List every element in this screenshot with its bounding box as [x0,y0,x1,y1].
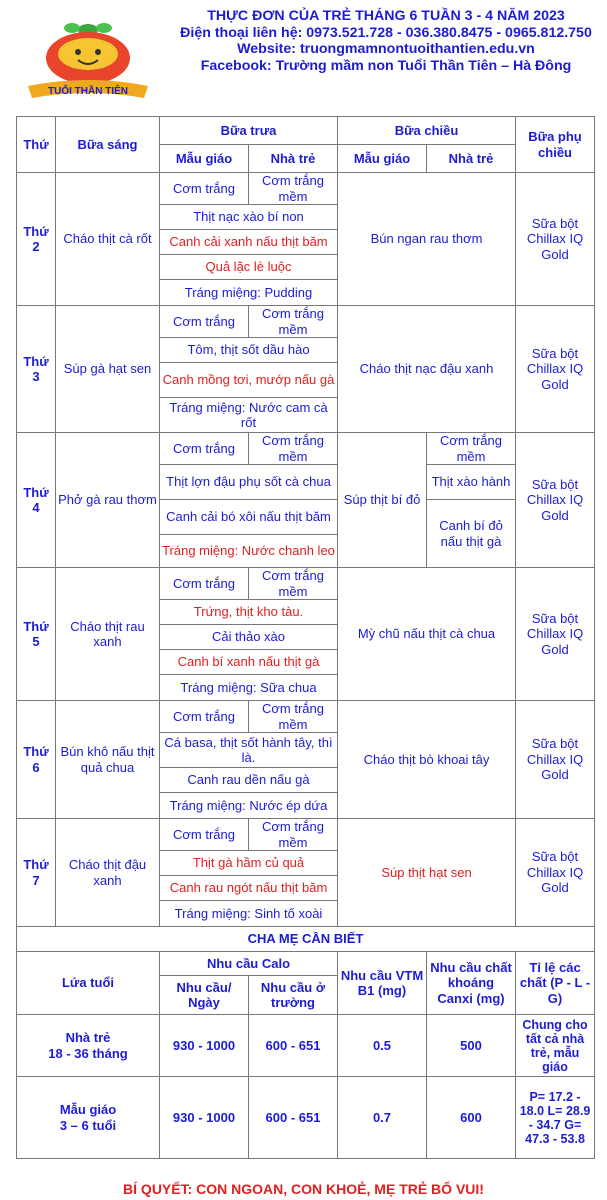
lunch-dish: Canh rau ngót nấu thịt băm [160,876,338,901]
col-lunch-mau-giao: Mẫu giáo [160,145,249,173]
dinner-nha-tre: Cơm trắng mềm [427,433,516,465]
lunch-nha-tre: Cơm trắng mềm [249,701,338,733]
website-link[interactable]: Website: truongmamnontuoithantien.edu.vn [237,41,535,58]
svg-text:TUỔI THẦN TIÊN: TUỔI THẦN TIÊN [48,86,128,97]
breakfast: Cháo thịt đậu xanh [56,819,160,927]
lunch-nha-tre: Cơm trắng mềm [249,306,338,338]
afternoon-snack: Sữa bột Chillax IQ Gold [516,701,595,819]
dinner: Cháo thịt nạc đậu xanh [338,306,516,433]
lunch-dish: Thịt gà hầm củ quả [160,851,338,876]
calo-day-value: 930 - 1000 [160,1015,249,1077]
breakfast: Cháo thịt cà rốt [56,173,160,306]
lunch-mau-giao: Cơm trắng [160,173,249,205]
breakfast: Bún khô nấu thịt quả chua [56,701,160,819]
phone-line: Điện thoại liên hệ: 0973.521.728 - 036.380.8475 - 0965.812.750 [180,24,592,41]
age-nha-tre [17,1015,160,1077]
canxi-value: 500 [427,1015,516,1077]
facebook-link[interactable]: Facebook: Trường mầm non Tuổi Thần Tiên – Hà Đông [200,57,572,74]
col-b1: Nhu cầu VTM B1 (mg) [338,952,427,1015]
dinner: Cháo thịt bò khoai tây [338,701,516,819]
lunch-dish: Quả lặc lè luộc [160,255,338,280]
lunch-dish: Trứng, thịt kho tàu. [160,600,338,625]
col-dinner-mau-giao: Mẫu giáo [338,145,427,173]
lunch-mau-giao: Cơm trắng [160,819,249,851]
lunch-dish: Thịt nạc xào bí non [160,205,338,230]
lunch-dish: Cải thảo xào [160,625,338,650]
lunch-dessert: Tráng miệng: Nước ép dứa [160,793,338,819]
lunch-nha-tre: Cơm trắng mềm [249,568,338,600]
lunch-mau-giao: Cơm trắng [160,433,249,465]
day-label: Thứ 6 [17,701,56,819]
col-calo-school: Nhu cầu ở trường [249,976,338,1015]
parents-section-title: CHA MẸ CẦN BIẾT [17,927,595,952]
lunch-dish: Tôm, thịt sốt dầu hào [160,338,338,363]
page-title: THỰC ĐƠN CỦA TRẺ THÁNG 6 TUẦN 3 - 4 NĂM 2023 [207,8,565,24]
lunch-dish: Canh cải xanh nấu thịt băm [160,230,338,255]
calo-school-value: 600 - 651 [249,1077,338,1159]
afternoon-snack: Sữa bột Chillax IQ Gold [516,568,595,701]
canxi-value: 600 [427,1077,516,1159]
lunch-dish: Canh mồng tơi, mướp nấu gà [160,363,338,398]
dinner-nha-tre: Canh bí đỏ nấu thịt gà [427,500,516,568]
col-lunch-nha-tre: Nhà trẻ [249,145,338,173]
lunch-dish: Canh rau dền nấu gà [160,768,338,793]
lunch-dessert: Tráng miệng: Sinh tố xoài [160,901,338,927]
calo-school-value: 600 - 651 [249,1015,338,1077]
col-bua-sang: Bữa sáng [56,117,160,173]
calo-day-value: 930 - 1000 [160,1077,249,1159]
header-text [170,8,602,74]
age-range-label: 3 – 6 tuổi [59,1117,117,1133]
lunch-dessert: Tráng miệng: Pudding [160,280,338,306]
breakfast: Phở gà rau thơm [56,433,160,568]
col-calo-day: Nhu cầu/ Ngày [160,976,249,1015]
lunch-mau-giao: Cơm trắng [160,568,249,600]
afternoon-snack: Sữa bột Chillax IQ Gold [516,173,595,306]
afternoon-snack: Sữa bột Chillax IQ Gold [516,306,595,433]
day-label: Thứ 4 [17,433,56,568]
afternoon-snack: Sữa bột Chillax IQ Gold [516,819,595,927]
dinner: Mỳ chũ nấu thịt cà chua [338,568,516,701]
lunch-dish: Cá basa, thịt sốt hành tây, thì là. [160,733,338,768]
ratio-values: P= 17.2 - 18.0 L= 28.9 - 34.7 G= 47.3 - 53.8 [516,1077,595,1159]
col-age: Lứa tuổi [17,952,160,1015]
dinner-mau-giao: Súp thịt bí đỏ [338,433,427,568]
col-ratio: Tỉ lệ các chất (P - L - G) [516,952,595,1015]
col-canxi: Nhu cầu chất khoáng Canxi (mg) [427,952,516,1015]
ratio-note: Chung cho tất cả nhà trẻ, mẫu giáo [516,1015,595,1077]
day-label: Thứ 7 [17,819,56,927]
b1-value: 0.5 [338,1015,427,1077]
day-label: Thứ 2 [17,173,56,306]
age-group-label: Mẫu giáo [59,1102,117,1117]
lunch-dessert: Tráng miệng: Sữa chua [160,675,338,701]
lunch-nha-tre: Cơm trắng mềm [249,819,338,851]
col-calo: Nhu cầu Calo [160,952,338,976]
lunch-mau-giao: Cơm trắng [160,701,249,733]
age-range-label: 18 - 36 tháng [48,1045,128,1061]
footer-slogan: BÍ QUYẾT: CON NGOAN, CON KHOẺ, MẸ TRẺ BỐ VUI! [123,1181,484,1197]
lunch-dish: Thịt lợn đậu phụ sốt cà chua [160,465,338,500]
afternoon-snack: Sữa bột Chillax IQ Gold [516,433,595,568]
age-group-label: Nhà trẻ [65,1030,111,1045]
col-bua-chieu: Bữa chiều [338,117,516,145]
lunch-nha-tre: Cơm trắng mềm [249,433,338,465]
lunch-mau-giao: Cơm trắng [160,306,249,338]
dinner-nha-tre: Thịt xào hành [427,465,516,500]
col-dinner-nha-tre: Nhà trẻ [427,145,516,173]
dinner: Súp thịt hạt sen [338,819,516,927]
day-label: Thứ 3 [17,306,56,433]
breakfast: Cháo thịt rau xanh [56,568,160,701]
b1-value: 0.7 [338,1077,427,1159]
col-thu: Thứ [17,117,56,173]
breakfast: Súp gà hạt sen [56,306,160,433]
lunch-dish: Canh cải bó xôi nấu thịt băm [160,500,338,535]
lunch-dessert: Tráng miệng: Nước cam cà rốt [160,398,338,433]
col-bua-phu-chieu: Bữa phụ chiều [516,117,595,173]
dinner: Bún ngan rau thơm [338,173,516,306]
lunch-dessert: Tráng miệng: Nước chanh leo [160,535,338,568]
lunch-dish: Canh bí xanh nấu thịt gà [160,650,338,675]
page-header [0,0,607,112]
lunch-nha-tre: Cơm trắng mềm [249,173,338,205]
col-bua-trua: Bữa trưa [160,117,338,145]
school-logo [8,8,168,104]
day-label: Thứ 5 [17,568,56,701]
age-mau-giao [17,1077,160,1159]
menu-table [16,116,595,1159]
